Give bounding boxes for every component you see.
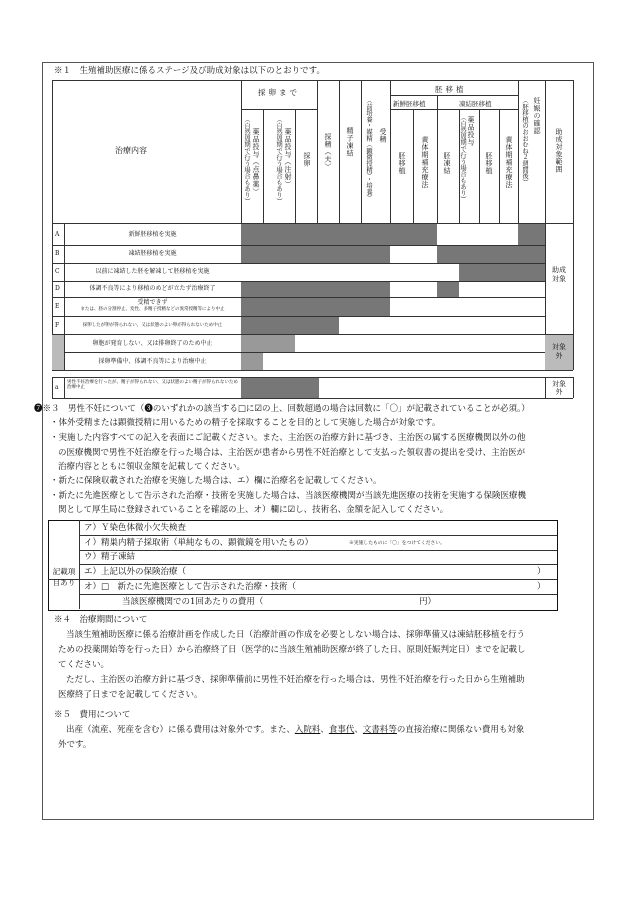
row-id-f: F <box>55 322 60 329</box>
col-c1: 薬品投与（点鼻薬） <box>252 128 260 196</box>
row-id-e: E <box>55 303 60 310</box>
group-transfer: 胚移植 <box>435 85 467 94</box>
col-c6: 受精 <box>379 128 387 143</box>
col-c12: 黄体期補充療法 <box>505 136 513 189</box>
col-c8: 黄体期補充療法 <box>421 136 429 189</box>
col-c11: 胚移植 <box>485 152 493 175</box>
note4-p1-line1: 当該生殖補助医療に係る治療計画を作成した日（治療計画の作成を必要としない場合は、採卵準備又は凍結胚移植を行う <box>66 630 526 640</box>
row-id-b: B <box>55 250 60 257</box>
note4-title: ※４ 治療期間について <box>54 615 148 625</box>
item-cost: 当該医療機関での1回あたりの費用（ <box>122 597 264 607</box>
row-id-a: A <box>55 231 60 238</box>
row-b-text: 凍結胚移植を実施 <box>128 250 177 257</box>
note5-text-b: の直接治療に関係ない費用も対象 <box>396 725 525 735</box>
item-a: ア）Ｙ染色体微小欠失検査 <box>84 523 187 533</box>
col-treatment-header: 治療内容 <box>115 146 147 155</box>
item-u: ウ）精子凍結 <box>84 552 136 562</box>
note4-p1-line2: ための投薬開始等を行った日）から治療終了日（医学的に当該生殖補助医療が終了した日、原則妊娠判定日）までを記載し <box>58 645 526 655</box>
row-a-text: 新鮮胚移植を実施 <box>128 231 177 238</box>
note5-sep-2: 、 <box>354 725 363 735</box>
col-c10: 薬品投与 <box>467 116 475 146</box>
row-alpha-text: 男性不妊治療を行ったが、精子が得られない、又は状態のよい精子が得られないため治療中止 <box>67 380 238 390</box>
note3-title: ❼※３ 男性不妊について（❸のいずれかの該当する□に☑の上、回数超過の場合は回数に「〇」が記載されていることが必須。） <box>34 404 530 414</box>
row-g-text: 卵胞が発育しない、又は排卵終了のため中止 <box>92 340 213 347</box>
col-c2: 薬品投与（注射） <box>284 128 292 188</box>
col-c13: 妊娠の確認 <box>533 97 541 135</box>
note4-p1-line3: てください。 <box>58 660 110 670</box>
item-o-close: ） <box>537 582 546 592</box>
row-f-text: 採卵したが卵が得られない、又は状態のよい卵が得られないため中止 <box>82 323 223 328</box>
row-c-text: 以前に凍結した胚を解凍して胚移植を実施 <box>95 268 210 275</box>
col-c13-sub: （胚移植のおおむね２週間後） <box>521 97 528 186</box>
note1-title: ※１ 生殖補助医療に係るステージ及び助成対象は以下のとおりです。 <box>54 66 325 76</box>
row-e-text: 受精できず <box>137 299 168 306</box>
col-c7: 胚移植 <box>398 152 406 175</box>
col-c3: 採卵 <box>303 152 311 167</box>
row-id-d: D <box>55 285 60 292</box>
note5-title: ※５ 費用について <box>54 710 131 720</box>
note3-bullet4-line2: 関として厚生局に登録されていることを確認の上、オ）欄に☑し、技術名、金額を記入してください。 <box>58 505 449 515</box>
item-i: イ）精巣内精子採取術（単純なもの、顕微鏡を用いたもの） <box>84 538 314 548</box>
note3-bullet2-line3: 治療内容とともに領収金額を記載してください。 <box>58 462 246 472</box>
group-frozen: 凍結胚移植 <box>459 100 492 108</box>
note5-sep-1: 、 <box>320 725 329 735</box>
note3-bullet4-line1: ・新たに先進医療として告示された治療・技術を実施した場合は、当該医療機関が当該先進医療の技術を実施する保険医療機 <box>50 491 527 501</box>
note5-underline-1: 入院料 <box>294 725 321 735</box>
note4-p2-line1: ただし、主治医の治療方針に基づき、採卵準備前に男性不妊治療を行った場合は、男性不妊治療を行った日から生殖補助 <box>66 675 525 685</box>
note5-p1-line2: 外です。 <box>58 740 92 750</box>
group-retrieval: 採卵まで <box>258 88 300 97</box>
col-c10-sub: （自然周期で行う場合もあり） <box>459 114 466 203</box>
item-e-close: ） <box>537 567 546 577</box>
scope-excluded-2: 対象外 <box>552 380 566 396</box>
col-c5: 精子凍結 <box>346 127 354 157</box>
row-id-alpha: a <box>55 384 59 391</box>
scope-excluded: 対象外 <box>552 343 566 360</box>
note3-bullet2-line2: の医療機関で男性不妊治療を行った場合は、主治医が患者から男性不妊治療として支払った領収書の提出を受け、主治医が <box>58 448 526 458</box>
note3-bullet1: ・体外受精または顕微授精に用いるための精子を採取することを目的として実施した場合が対象です。 <box>50 418 441 428</box>
item-i-note: ※実施したものに「〇」をつけてください。 <box>349 541 445 546</box>
item-e: エ）上記以外の保険治療（ <box>84 567 187 577</box>
note5-text-a: 出産（流産、死産を含む）に係る費用は対象外です。また、 <box>66 725 295 735</box>
note3-bullet2-line1: ・実施した内容すべての記入を表面にご記載ください。また、主治医の治療方針に基づき、主治医の属する医療機関以外の他 <box>50 433 526 443</box>
box-label: 記載項目あり <box>52 567 76 587</box>
item-o[interactable]: オ）□ 新たに先進医療として告示された治療・技術（ <box>84 582 297 592</box>
note3-bullet3: ・新たに保険収載された治療を実施した場合は、エ）欄に治療名を記載してください。 <box>50 476 382 486</box>
item-cost-unit: 円） <box>419 597 437 607</box>
scope-eligible: 助成対象 <box>552 266 566 283</box>
col-c2-sub: （自然周期で行う場合もあり） <box>275 116 282 205</box>
col-c4: 採精（夫） <box>324 133 332 171</box>
row-e-sub: または、胚の分割停止、変性、多精子授精などの異常授精等により中止 <box>80 307 225 312</box>
note5-underline-2: 食事代 <box>328 725 355 735</box>
note5-p1-line1 <box>66 725 524 736</box>
col-c14: 助成対象範囲 <box>555 128 563 173</box>
group-fresh: 新鮮胚移植 <box>393 100 426 108</box>
note4-p2-line2: 医療終了日までを記載してください。 <box>58 690 203 700</box>
row-h-text: 採卵準備中、体調不良等により治療中止 <box>98 358 207 365</box>
col-c1-sub: （自然周期で行う場合もあり） <box>243 116 250 205</box>
note5-underline-3: 文書料等 <box>362 725 397 735</box>
col-c9: 胚凍結 <box>443 152 451 175</box>
row-d-text: 体調不良等により移植のめどが立たず治療終了 <box>89 285 216 292</box>
row-id-c: C <box>55 268 60 275</box>
col-c6-sub: （前培養・媒精（顕微授精）・培養） <box>365 97 372 201</box>
